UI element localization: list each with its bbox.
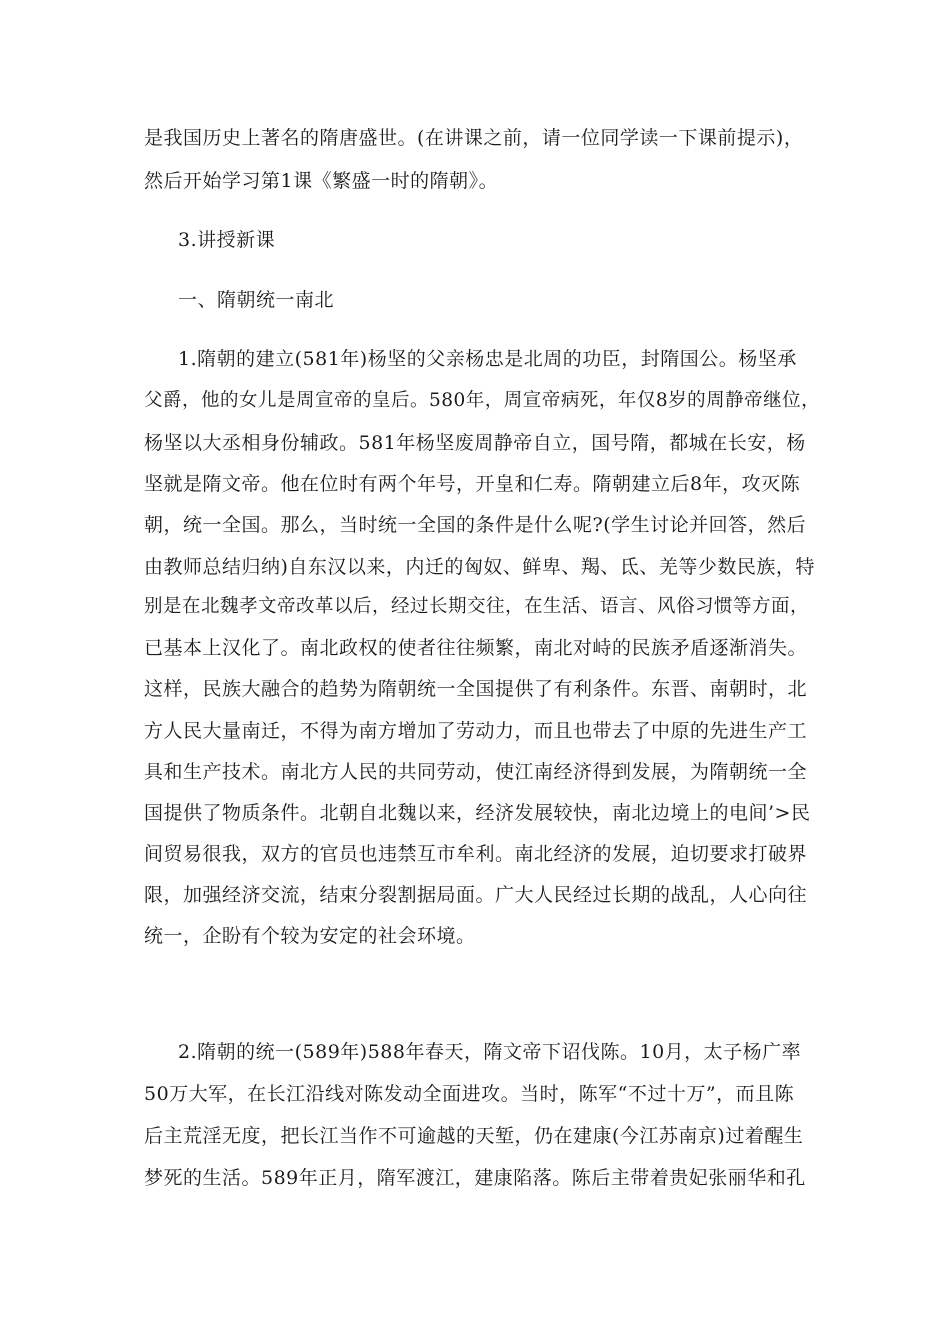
paragraph-1-line-8: 已基本上汉化了。南北政权的使者往往频繁，南北对峙的民族矛盾逐渐消失。 [144, 637, 808, 659]
paragraph-1-line-2: 父爵，他的女儿是周宣帝的皇后。580年，周宣帝病死，年仅8岁的周静帝继位， [144, 390, 821, 411]
text-line-2: 然后开始学习第1课《繁盛一时的隋朝》。 [144, 170, 499, 192]
paragraph-1-line-5: 朝，统一全国。那么，当时统一全国的条件是什么呢?(学生讨论并回答，然后 [144, 514, 807, 536]
paragraph-1-line-7: 别是在北魏孝文帝改革以后，经过长期交往，在生活、语言、风俗习惯等方面， [144, 596, 810, 617]
section-heading-lecture: 3.讲授新课 [178, 229, 276, 251]
paragraph-1-line-9: 这样，民族大融合的趋势为隋朝统一全国提供了有利条件。东晋、南朝时，北 [144, 678, 808, 700]
paragraph-1-line-14: 限，加强经济交流，结束分裂割据局面。广大人民经过长期的战乱，人心向往 [144, 884, 808, 906]
paragraph-1-line-11: 具和生产技术。南北方人民的共同劳动，使江南经济得到发展，为隋朝统一全 [144, 761, 808, 783]
paragraph-2-line-3: 后主荒淫无度，把长江当作不可逾越的天堑，仍在建康(今江苏南京)过着醒生 [144, 1125, 804, 1147]
paragraph-1-line-10: 方人民大量南迁，不得为南方增加了劳动力，而且也带去了中原的先进生产工 [144, 720, 808, 742]
section-heading-unification: 一、隋朝统一南北 [178, 289, 335, 311]
paragraph-2-line-1: 2.隋朝的统一(589年)588年春天，隋文帝下诏伐陈。10月，太子杨广率 [178, 1041, 802, 1063]
paragraph-1-line-4: 坚就是隋文帝。他在位时有两个年号，开皇和仁寿。隋朝建立后8年，攻灭陈 [144, 473, 801, 495]
paragraph-1-line-12: 国提供了物质条件。北朝自北魏以来，经济发展较快，南北边境上的电间’>民 [144, 802, 811, 824]
paragraph-1-line-3: 杨坚以大丞相身份辅政。581年杨坚废周静帝自立，国号隋，都城在长安，杨 [144, 432, 806, 454]
paragraph-2-line-4: 梦死的生活。589年正月，隋军渡江，建康陷落。陈后主带着贵妃张丽华和孔 [144, 1167, 806, 1189]
text-line-1: 是我国历史上著名的隋唐盛世。(在讲课之前，请一位同学读一下课前提示)， [144, 127, 804, 149]
paragraph-2-line-2: 50万大军，在长江沿线对陈发动全面进攻。当时，陈军“不过十万”，而且陈 [144, 1083, 795, 1105]
paragraph-1-line-13: 间贸易很我，双方的官员也违禁互市牟利。南北经济的发展，迫切要求打破界 [144, 843, 808, 865]
paragraph-1-line-6: 由教师总结归纳)自东汉以来，内迁的匈奴、鲜卑、羯、氐、羌等少数民族，特 [144, 556, 815, 578]
paragraph-1-line-1: 1.隋朝的建立(581年)杨坚的父亲杨忠是北周的功臣，封隋国公。杨坚承 [178, 348, 797, 370]
paragraph-1-line-15: 统一，企盼有个较为安定的社会环境。 [144, 925, 476, 947]
